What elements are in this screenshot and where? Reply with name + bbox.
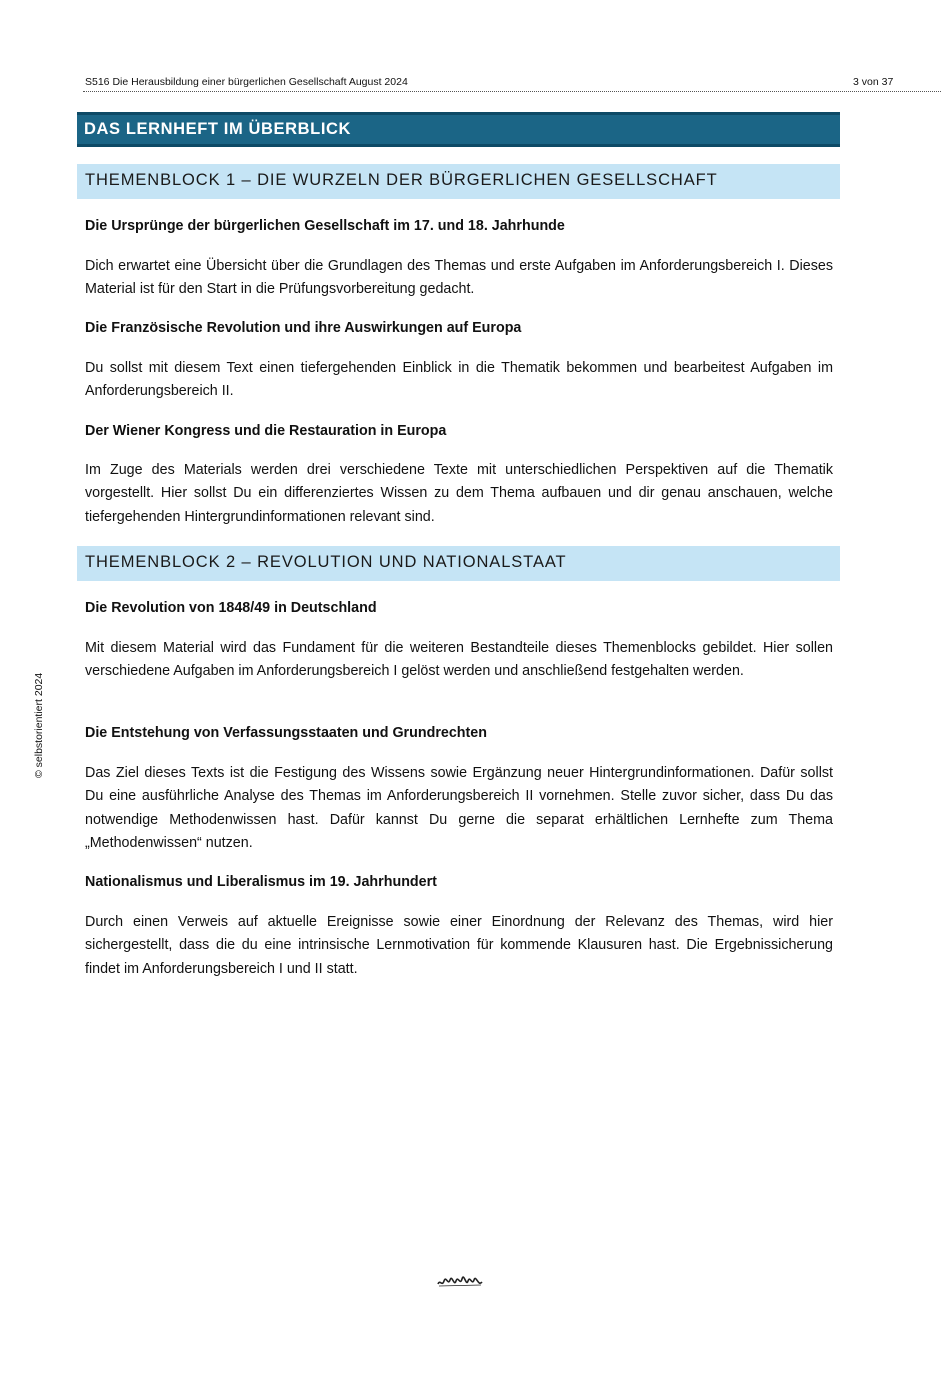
page-number: 3 von 37 (853, 76, 894, 88)
themenblock-1-title: THEMENBLOCK 1 – DIE WURZELN DER BÜRGERLICHEN GESELLSCHAFT (85, 171, 718, 189)
section-heading: Die Revolution von 1848/49 in Deutschland (85, 600, 377, 616)
section-text: Das Ziel dieses Texts ist die Festigung des Wissens sowie Ergänzung neuer Hintergrundinformationen. Dafür sollst Du eine ausführliche Analyse des Themas im Anforderungsbereich II vornehmen. Stelle zuvor sicher, dass Du das notwendige Methodenwissen hast. Dafür kannst Du gerne die separat erhältlichen Lernhefte zum Thema „Methodenwissen“ nutzen. (85, 765, 833, 851)
section-heading: Die Ursprünge der bürgerlichen Gesellschaft im 17. und 18. Jahrhunde (85, 218, 565, 234)
themenblock-2-bar (77, 546, 840, 581)
section-text: Dich erwartet eine Übersicht über die Grundlagen des Themas und erste Aufgaben im Anforderungsbereich I. Dieses Material ist für den Start in die Prüfungsvorbereitung gedacht. (85, 258, 833, 298)
footer-logo (437, 1275, 483, 1294)
header-document-title: S516 Die Herausbildung einer bürgerlichen Gesellschaft August 2024 (85, 76, 408, 88)
section-title-bar (77, 112, 840, 147)
section-text: Im Zuge des Materials werden drei verschiedene Texte mit unterschiedlichen Perspektiven auf die Thematik vorgestellt. Hier sollst Du ein differenziertes Wissen zu dem Thema aufbauen und dir genau anschauen, welche tiefergehenden Hintergrundinformationen relevant sind. (85, 462, 833, 525)
page-title: DAS LERNHEFT IM ÜBERBLICK (84, 120, 352, 138)
section-text: Du sollst mit diesem Text einen tiefergehenden Einblick in die Thematik bekommen und bearbeitest Aufgaben im Anforderungsbereich II. (85, 360, 833, 400)
page-header (83, 74, 941, 92)
section-heading: Die Französische Revolution und ihre Auswirkungen auf Europa (85, 320, 522, 336)
section-heading: Nationalismus und Liberalismus im 19. Jahrhundert (85, 874, 437, 890)
section-text: Mit diesem Material wird das Fundament für die weiteren Bestandteile dieses Themenblocks gebildet. Hier sollen verschiedene Aufgaben im Anforderungsbereich I gelöst werden und anschließend festgehalten werden. (85, 640, 833, 680)
section-text: Durch einen Verweis auf aktuelle Ereignisse sowie einer Einordnung der Relevanz des Themas, wird hier sichergestellt, dass die du eine intrinsische Lernmotivation für kommende Klausuren hast. Die Ergebnissicherung findet im Anforderungsbereich I und II statt. (85, 914, 833, 977)
copyright-note: © selbstorientiert 2024 (33, 672, 45, 778)
brand-logo-icon (437, 1275, 483, 1289)
themenblock-2-title: THEMENBLOCK 2 – REVOLUTION UND NATIONALSTAAT (85, 553, 567, 571)
section-heading: Die Entstehung von Verfassungsstaaten und Grundrechten (85, 725, 487, 741)
section-heading: Der Wiener Kongress und die Restauration in Europa (85, 423, 447, 439)
themenblock-1-bar (77, 164, 840, 199)
